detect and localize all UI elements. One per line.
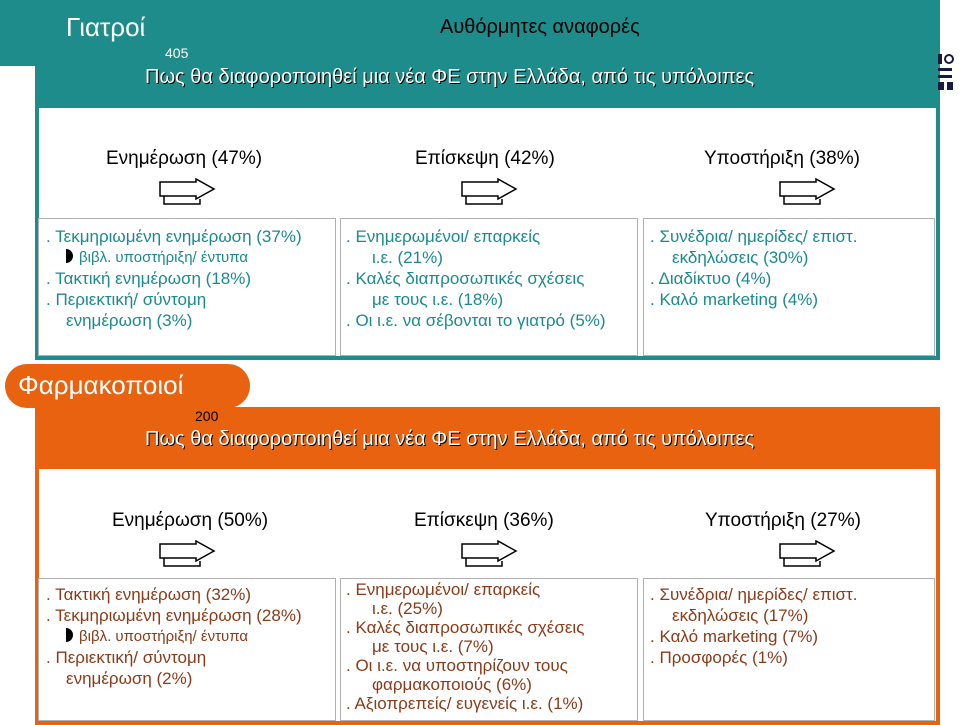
list-item: . Καλό marketing (4%) <box>650 290 819 309</box>
pharmacists-support-list <box>650 584 858 668</box>
list-item: . Συνέδρια/ ημερίδες/ επιστ. <box>650 585 858 604</box>
arrow-down-icon <box>460 540 520 568</box>
list-item: με τους ι.ε. (7%) <box>372 637 494 656</box>
pharmacists-label: Φαρμακοποιοί <box>18 370 184 400</box>
list-item: φαρμακοποιούς (6%) <box>372 675 532 694</box>
doctors-heading-support: Υποστήριξη (38%) <box>704 148 860 169</box>
list-item: . Προσφορές (1%) <box>650 648 788 667</box>
bullet-icon <box>66 249 73 263</box>
list-item: . Καλές διαπροσωπικές σχέσεις <box>346 269 585 288</box>
list-item: . Περιεκτική/ σύντομη <box>46 290 207 309</box>
arrow-down-icon <box>158 540 218 568</box>
arrow-down-icon <box>460 178 520 206</box>
pharmacists-info-list <box>46 584 302 689</box>
doctors-heading-visit: Επίσκεψη (42%) <box>415 148 555 169</box>
list-item: . Τακτική ενημέρωση (32%) <box>46 585 252 604</box>
list-item: ενημέρωση (3%) <box>66 311 193 330</box>
pharmacists-heading-info: Ενημέρωση (50%) <box>112 510 269 531</box>
list-item: . Τεκμηριωμένη ενημέρωση (37%) <box>46 227 302 246</box>
list-item: . Οι ι.ε. να υποστηρίζουν τους <box>346 656 568 675</box>
doctors-sample-size: 405 <box>165 45 189 61</box>
doctors-label: Γιατροί <box>66 12 146 42</box>
doctors-visit-list <box>346 226 606 331</box>
list-item: με τους ι.ε. (18%) <box>372 290 504 309</box>
list-item: εκδηλώσεις (30%) <box>672 248 809 267</box>
bullet-icon <box>66 628 73 642</box>
logo-icon <box>936 52 956 92</box>
doctors-question: Πως θα διαφοροποιηθεί μια νέα ΦΕ στην Ελλάδα, από τις υπόλοιπες <box>145 66 755 88</box>
list-item: ενημέρωση (2%) <box>66 669 193 688</box>
list-item: . Τακτική ενημέρωση (18%) <box>46 269 252 288</box>
list-item: . Αξιοπρεπείς/ ευγενείς ι.ε. (1%) <box>346 694 584 713</box>
list-item: . Οι ι.ε. να σέβονται το γιατρό (5%) <box>346 311 606 330</box>
list-item: ι.ε. (25%) <box>372 599 443 618</box>
doctors-support-list <box>650 226 858 310</box>
list-item: . Συνέδρια/ ημερίδες/ επιστ. <box>650 227 858 246</box>
list-item: ι.ε. (21%) <box>372 248 443 267</box>
arrow-down-icon <box>778 540 838 568</box>
arrow-down-icon <box>778 178 838 206</box>
doctors-heading-info: Ενημέρωση (47%) <box>106 148 263 169</box>
list-item: . Ενημερωμένοι/ επαρκείς <box>346 227 541 246</box>
pharmacists-sample-size: 200 <box>195 408 219 424</box>
list-item: . Καλό marketing (7%) <box>650 627 819 646</box>
pharmacists-heading-support: Υποστήριξη (27%) <box>705 510 861 531</box>
list-item: βιβλ. υποστήριξη/ έντυπα <box>46 626 302 647</box>
list-item: . Ενημερωμένοι/ επαρκείς <box>346 580 541 599</box>
list-item: . Περιεκτική/ σύντομη <box>46 648 207 667</box>
list-item: βιβλ. υποστήριξη/ έντυπα <box>46 247 302 268</box>
page-title: Αυθόρμητες αναφορές <box>440 16 640 38</box>
doctors-info-list <box>46 226 302 331</box>
list-item: . Διαδίκτυο (4%) <box>650 269 772 288</box>
list-item: . Καλές διαπροσωπικές σχέσεις <box>346 618 585 637</box>
list-item: . Τεκμηριωμένη ενημέρωση (28%) <box>46 606 302 625</box>
pharmacists-heading-visit: Επίσκεψη (36%) <box>414 510 554 531</box>
pharmacists-visit-list <box>346 580 584 713</box>
list-item: εκδηλώσεις (17%) <box>672 606 809 625</box>
pharmacists-question: Πως θα διαφοροποιηθεί μια νέα ΦΕ στην Ελλάδα, από τις υπόλοιπες <box>145 428 755 450</box>
arrow-down-icon <box>158 178 218 206</box>
